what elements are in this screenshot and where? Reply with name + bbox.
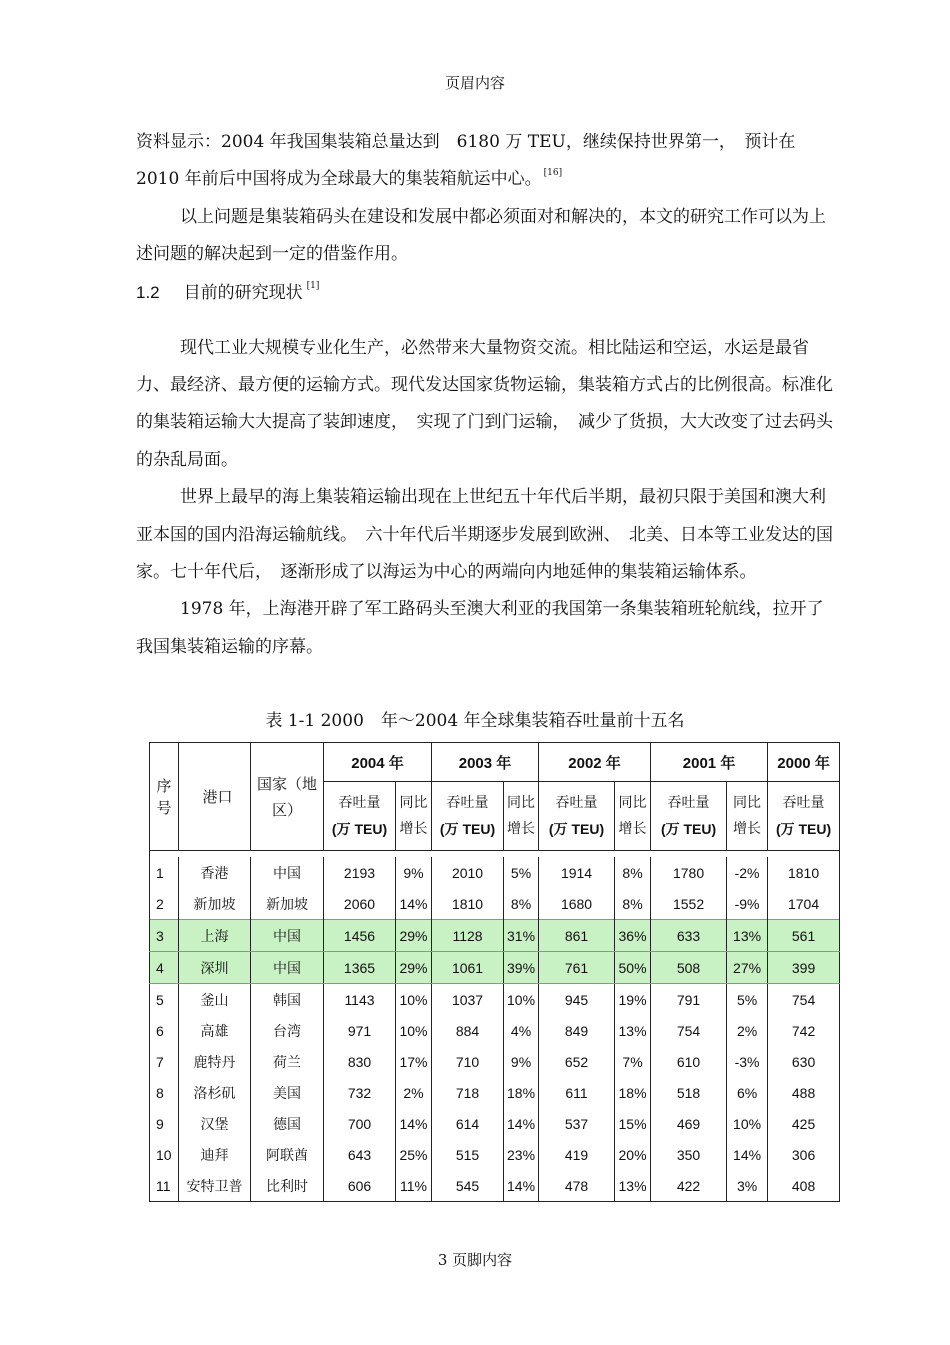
table-row bbox=[150, 1170, 840, 1202]
cell-growth-2002: 36% bbox=[615, 920, 651, 952]
cell-growth-2001: -9% bbox=[727, 888, 768, 920]
header-index: 序号 bbox=[150, 743, 179, 851]
cell-country: 比利时 bbox=[251, 1170, 324, 1202]
cell-throughput-2002: 861 bbox=[539, 920, 615, 952]
cell-port: 鹿特丹 bbox=[179, 1046, 251, 1077]
cell-growth-2004: 10% bbox=[396, 984, 432, 1016]
cell-growth-2004: 2% bbox=[396, 1077, 432, 1108]
cell-throughput-2003: 614 bbox=[432, 1108, 504, 1139]
cell-growth-2004: 14% bbox=[396, 1108, 432, 1139]
cell-throughput-2002: 652 bbox=[539, 1046, 615, 1077]
throughput-label: 吞吐量 bbox=[338, 794, 381, 811]
cell-country: 中国 bbox=[251, 952, 324, 984]
header-year-2000: 2000 年 bbox=[768, 743, 840, 782]
table-row bbox=[150, 920, 840, 952]
citation-ref-1: [1] bbox=[306, 280, 320, 291]
cell-growth-2002: 7% bbox=[615, 1046, 651, 1077]
cell-throughput-2003: 515 bbox=[432, 1139, 504, 1170]
table-row bbox=[150, 1046, 840, 1077]
cell-port: 高雄 bbox=[179, 1015, 251, 1046]
cell-growth-2002: 20% bbox=[615, 1139, 651, 1170]
cell-throughput-2002: 478 bbox=[539, 1170, 615, 1202]
cell-throughput-2002: 537 bbox=[539, 1108, 615, 1139]
cell-index: 9 bbox=[150, 1108, 179, 1139]
cell-growth-2002: 19% bbox=[615, 984, 651, 1016]
table-body bbox=[150, 857, 840, 1202]
cell-throughput-2002: 419 bbox=[539, 1139, 615, 1170]
cell-throughput-2003: 1061 bbox=[432, 952, 504, 984]
throughput-label: 吞吐量 bbox=[667, 794, 710, 811]
cell-port: 上海 bbox=[179, 920, 251, 952]
header-growth: 同比增长 bbox=[396, 782, 432, 851]
cell-throughput-2004: 2060 bbox=[324, 888, 396, 920]
throughput-label: 吞吐量 bbox=[555, 794, 598, 811]
cell-throughput-2004: 2193 bbox=[324, 857, 396, 888]
cell-country: 新加坡 bbox=[251, 888, 324, 920]
table-row bbox=[150, 1077, 840, 1108]
cell-growth-2003: 14% bbox=[504, 1170, 539, 1202]
cell-growth-2001: 5% bbox=[727, 984, 768, 1016]
cell-throughput-2003: 710 bbox=[432, 1046, 504, 1077]
cell-throughput-2003: 545 bbox=[432, 1170, 504, 1202]
table-row bbox=[150, 857, 840, 888]
cell-throughput-2004: 1456 bbox=[324, 920, 396, 952]
cell-port: 新加坡 bbox=[179, 888, 251, 920]
cell-throughput-2000: 408 bbox=[768, 1170, 840, 1202]
cell-throughput-2001: 422 bbox=[651, 1170, 727, 1202]
section-number: 1.2 bbox=[136, 282, 160, 302]
cell-growth-2002: 13% bbox=[615, 1015, 651, 1046]
table-caption: 表 1-1 2000 年～2004 年全球集装箱吞吐量前十五名 bbox=[265, 711, 685, 731]
cell-throughput-2001: 469 bbox=[651, 1108, 727, 1139]
cell-growth-2004: 9% bbox=[396, 857, 432, 888]
cell-throughput-2000: 742 bbox=[768, 1015, 840, 1046]
throughput-label: 吞吐量 bbox=[782, 794, 825, 811]
cell-growth-2003: 9% bbox=[504, 1046, 539, 1077]
table-row bbox=[150, 1139, 840, 1170]
cell-index: 2 bbox=[150, 888, 179, 920]
cell-index: 5 bbox=[150, 984, 179, 1016]
cell-throughput-2002: 945 bbox=[539, 984, 615, 1016]
cell-throughput-2003: 1037 bbox=[432, 984, 504, 1016]
cell-growth-2001: 13% bbox=[727, 920, 768, 952]
cell-growth-2003: 4% bbox=[504, 1015, 539, 1046]
cell-throughput-2004: 830 bbox=[324, 1046, 396, 1077]
cell-country: 韩国 bbox=[251, 984, 324, 1016]
throughput-unit: (万 TEU) bbox=[331, 820, 388, 837]
cell-growth-2002: 18% bbox=[615, 1077, 651, 1108]
cell-growth-2003: 23% bbox=[504, 1139, 539, 1170]
cell-port: 深圳 bbox=[179, 952, 251, 984]
cell-growth-2003: 39% bbox=[504, 952, 539, 984]
header-port: 港口 bbox=[179, 743, 251, 851]
cell-growth-2002: 8% bbox=[615, 888, 651, 920]
cell-index: 11 bbox=[150, 1170, 179, 1202]
paragraph-significance: 以上问题是集装箱码头在建设和发展中都必须面对和解决的，本文的研究工作可以为上述问题的解决起到一定的借鉴作用。 bbox=[136, 206, 826, 265]
cell-throughput-2003: 1128 bbox=[432, 920, 504, 952]
throughput-label: 吞吐量 bbox=[446, 794, 489, 811]
paragraph-statistics bbox=[136, 124, 840, 199]
cell-growth-2004: 29% bbox=[396, 952, 432, 984]
throughput-unit: (万 TEU) bbox=[660, 820, 717, 837]
header-year-2001: 2001 年 bbox=[651, 743, 768, 782]
cell-throughput-2002: 761 bbox=[539, 952, 615, 984]
cell-port: 香港 bbox=[179, 857, 251, 888]
cell-throughput-2000: 1810 bbox=[768, 857, 840, 888]
throughput-unit: (万 TEU) bbox=[548, 820, 605, 837]
cell-index: 8 bbox=[150, 1077, 179, 1108]
throughput-unit: (万 TEU) bbox=[775, 820, 832, 837]
cell-growth-2004: 14% bbox=[396, 888, 432, 920]
cell-growth-2001: 6% bbox=[727, 1077, 768, 1108]
header-throughput bbox=[651, 782, 727, 851]
cell-throughput-2001: 508 bbox=[651, 952, 727, 984]
header-growth: 同比增长 bbox=[504, 782, 539, 851]
table-row bbox=[150, 984, 840, 1016]
cell-throughput-2004: 1365 bbox=[324, 952, 396, 984]
cell-throughput-2002: 849 bbox=[539, 1015, 615, 1046]
header-country: 国家（地区） bbox=[251, 743, 324, 851]
cell-growth-2003: 14% bbox=[504, 1108, 539, 1139]
cell-index: 10 bbox=[150, 1139, 179, 1170]
cell-port: 洛杉矶 bbox=[179, 1077, 251, 1108]
cell-throughput-2004: 971 bbox=[324, 1015, 396, 1046]
cell-country: 美国 bbox=[251, 1077, 324, 1108]
cell-throughput-2002: 1680 bbox=[539, 888, 615, 920]
section-heading bbox=[136, 274, 840, 312]
header-growth: 同比增长 bbox=[727, 782, 768, 851]
cell-growth-2001: -2% bbox=[727, 857, 768, 888]
cell-growth-2004: 10% bbox=[396, 1015, 432, 1046]
cell-index: 7 bbox=[150, 1046, 179, 1077]
cell-growth-2003: 8% bbox=[504, 888, 539, 920]
cell-throughput-2001: 610 bbox=[651, 1046, 727, 1077]
cell-country: 阿联酋 bbox=[251, 1139, 324, 1170]
header-year-2004: 2004 年 bbox=[324, 743, 432, 782]
cell-growth-2004: 25% bbox=[396, 1139, 432, 1170]
header-throughput bbox=[432, 782, 504, 851]
cell-growth-2003: 5% bbox=[504, 857, 539, 888]
header-throughput bbox=[324, 782, 396, 851]
table-row bbox=[150, 1015, 840, 1046]
cell-throughput-2000: 306 bbox=[768, 1139, 840, 1170]
port-throughput-table bbox=[149, 742, 840, 1202]
cell-throughput-2004: 643 bbox=[324, 1139, 396, 1170]
cell-throughput-2000: 754 bbox=[768, 984, 840, 1016]
table-row bbox=[150, 952, 840, 984]
table-row bbox=[150, 1108, 840, 1139]
cell-throughput-2001: 1552 bbox=[651, 888, 727, 920]
cell-growth-2002: 13% bbox=[615, 1170, 651, 1202]
cell-throughput-2004: 732 bbox=[324, 1077, 396, 1108]
cell-throughput-2001: 791 bbox=[651, 984, 727, 1016]
header-throughput bbox=[539, 782, 615, 851]
paragraph-modern-industry: 现代工业大规模专业化生产，必然带来大量物资交流。相比陆运和空运，水运是最省力、最经济、最方便的运输方式。现代发达国家货物运输，集装箱方式占的比例很高。标准化的集装箱运输大大提高了装卸速度， 实现了门到门运输， 减少了货损，大大改变了过去码头的杂乱局面。 bbox=[136, 337, 833, 470]
cell-growth-2001: 14% bbox=[727, 1139, 768, 1170]
cell-growth-2004: 11% bbox=[396, 1170, 432, 1202]
cell-throughput-2001: 350 bbox=[651, 1139, 727, 1170]
cell-growth-2001: -3% bbox=[727, 1046, 768, 1077]
cell-throughput-2001: 518 bbox=[651, 1077, 727, 1108]
cell-growth-2001: 10% bbox=[727, 1108, 768, 1139]
header-growth: 同比增长 bbox=[615, 782, 651, 851]
header-throughput bbox=[768, 782, 840, 851]
cell-growth-2002: 15% bbox=[615, 1108, 651, 1139]
cell-port: 迪拜 bbox=[179, 1139, 251, 1170]
cell-country: 台湾 bbox=[251, 1015, 324, 1046]
cell-throughput-2001: 1780 bbox=[651, 857, 727, 888]
cell-country: 荷兰 bbox=[251, 1046, 324, 1077]
page-footer: 3 页脚内容 bbox=[437, 1251, 513, 1269]
paragraph-shanghai: 1978 年，上海港开辟了军工路码头至澳大利亚的我国第一条集装箱班轮航线，拉开了我国集装箱运输的序幕。 bbox=[136, 599, 824, 657]
cell-country: 德国 bbox=[251, 1108, 324, 1139]
cell-growth-2001: 27% bbox=[727, 952, 768, 984]
cell-throughput-2004: 606 bbox=[324, 1170, 396, 1202]
cell-growth-2003: 18% bbox=[504, 1077, 539, 1108]
throughput-unit: (万 TEU) bbox=[439, 820, 496, 837]
cell-growth-2001: 3% bbox=[727, 1170, 768, 1202]
cell-growth-2002: 8% bbox=[615, 857, 651, 888]
cell-throughput-2003: 718 bbox=[432, 1077, 504, 1108]
cell-throughput-2000: 488 bbox=[768, 1077, 840, 1108]
cell-growth-2002: 50% bbox=[615, 952, 651, 984]
cell-throughput-2000: 399 bbox=[768, 952, 840, 984]
cell-growth-2004: 17% bbox=[396, 1046, 432, 1077]
cell-index: 1 bbox=[150, 857, 179, 888]
cell-throughput-2002: 1914 bbox=[539, 857, 615, 888]
section-title: 目前的研究现状 bbox=[183, 282, 303, 303]
page-header: 页眉内容 bbox=[444, 74, 505, 92]
cell-country: 中国 bbox=[251, 857, 324, 888]
cell-port: 釜山 bbox=[179, 984, 251, 1016]
cell-index: 4 bbox=[150, 952, 179, 984]
cell-index: 3 bbox=[150, 920, 179, 952]
paragraph-history: 世界上最早的海上集装箱运输出现在上世纪五十年代后半期，最初只限于美国和澳大利亚本国的国内沿海运输航线。 六十年代后半期逐步发展到欧洲、 北美、日本等工业发达的国家。七十年代后， 逐渐形成了以海运为中心的两端向内地延伸的集装箱运输体系。 bbox=[136, 487, 833, 583]
cell-port: 安特卫普 bbox=[179, 1170, 251, 1202]
cell-throughput-2001: 633 bbox=[651, 920, 727, 952]
cell-throughput-2000: 1704 bbox=[768, 888, 840, 920]
cell-growth-2003: 31% bbox=[504, 920, 539, 952]
cell-country: 中国 bbox=[251, 920, 324, 952]
cell-growth-2001: 2% bbox=[727, 1015, 768, 1046]
cell-throughput-2000: 425 bbox=[768, 1108, 840, 1139]
cell-growth-2003: 10% bbox=[504, 984, 539, 1016]
cell-port: 汉堡 bbox=[179, 1108, 251, 1139]
cell-growth-2004: 29% bbox=[396, 920, 432, 952]
cell-throughput-2004: 1143 bbox=[324, 984, 396, 1016]
cell-throughput-2004: 700 bbox=[324, 1108, 396, 1139]
cell-throughput-2003: 1810 bbox=[432, 888, 504, 920]
cell-throughput-2002: 611 bbox=[539, 1077, 615, 1108]
paragraph-statistics-text: 资料显示：2004 年我国集装箱总量达到 6180 万 TEU，继续保持世界第一， 预计在 2010 年前后中国将成为全球最大的集装箱航运中心。 bbox=[136, 132, 813, 190]
citation-ref-16: [16] bbox=[543, 168, 563, 179]
header-year-2002: 2002 年 bbox=[539, 743, 651, 782]
table-row bbox=[150, 888, 840, 920]
cell-throughput-2000: 561 bbox=[768, 920, 840, 952]
header-year-2003: 2003 年 bbox=[432, 743, 539, 782]
cell-throughput-2003: 884 bbox=[432, 1015, 504, 1046]
cell-throughput-2000: 630 bbox=[768, 1046, 840, 1077]
cell-index: 6 bbox=[150, 1015, 179, 1046]
document-body bbox=[136, 124, 840, 666]
cell-throughput-2003: 2010 bbox=[432, 857, 504, 888]
cell-throughput-2001: 754 bbox=[651, 1015, 727, 1046]
